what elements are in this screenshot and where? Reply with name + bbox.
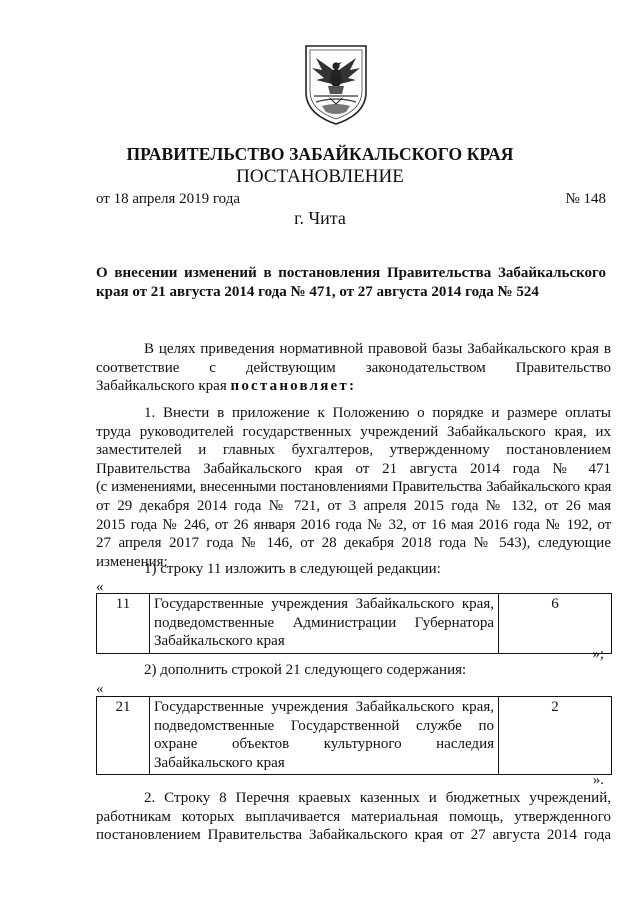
description-line: Забайкальского края (154, 754, 285, 771)
paragraph-line: (с изменениями, внесенными постановлениями Правительства Забайкальского края (96, 479, 611, 496)
item-1-text: 1) строку 11 изложить в следующей редакции: (144, 561, 441, 577)
paragraph-2 (96, 789, 611, 845)
paragraph-1 (96, 404, 611, 571)
description-line: подведомственные Государственной службе по (154, 717, 494, 734)
open-quote: « (96, 681, 104, 697)
paragraph-line: Правительства Забайкальского края от 21 августа 2014 года № 471 (96, 460, 611, 477)
row-value-cell: 6 (499, 594, 612, 654)
document-subject: О внесении изменений в постановления Правительства Забайкальского края от 21 августа 2014 года № 471, от 27 августа 2014 года № 524 (96, 265, 606, 300)
paragraph-line: 27 апреля 2017 года № 146, от 28 декабря 2018 года № 543), следующие (96, 535, 611, 552)
table-row (97, 697, 612, 775)
table-row (97, 594, 612, 654)
document-date: от 18 апреля 2019 года (96, 191, 241, 207)
preamble-line: соответствие с действующим законодательством Правительство (96, 359, 611, 376)
row-description-cell (150, 697, 499, 775)
paragraph-line: изменения: (96, 553, 168, 570)
paragraph-line: постановлением Правительства Забайкальского края от 27 августа 2014 года (96, 827, 611, 844)
city: г. Чита (294, 208, 346, 228)
item-2-text: 2) дополнить строкой 21 следующего содержания: (144, 662, 467, 678)
description-line: охране объектов культурного наследия (154, 736, 494, 753)
close-quote: ». (592, 772, 604, 788)
resolves-word: постановляет: (230, 378, 357, 395)
paragraph-line: 2. Строку 8 Перечня краевых казенных и бюджетных учреждений, (144, 790, 611, 806)
preamble-line: Забайкальского края постановляет: (96, 378, 357, 395)
paragraph-line: 1. Внести в приложение к Положению о порядке и размере оплаты (144, 405, 611, 421)
paragraph-line: 2015 года № 246, от 26 января 2016 года № 32, от 16 мая 2016 года № 192, от (96, 516, 611, 533)
row-number-cell: 11 (97, 594, 150, 654)
coat-of-arms-emblem (302, 44, 370, 126)
preamble-line: В целях приведения нормативной правовой базы Забайкальского края в (144, 341, 611, 357)
row-value-cell: 2 (499, 697, 612, 775)
description-line: Забайкальского края (154, 633, 285, 650)
description-line: подведомственные Администрации Губернатора (154, 614, 494, 631)
document-number: № 148 (565, 191, 606, 207)
description-line: Государственные учреждения Забайкальского края, (154, 596, 494, 612)
open-quote: « (96, 579, 104, 595)
table-row-21 (96, 696, 612, 775)
paragraph-line: заместителей и главных бухгалтеров, утвержденному постановлением (96, 442, 611, 459)
paragraph-line: работникам которых выплачивается материальная помощь, утвержденного (96, 808, 611, 825)
close-quote: »; (592, 646, 604, 662)
document-type: ПОСТАНОВЛЕНИЕ (236, 166, 404, 187)
row-description-cell (150, 594, 499, 654)
table-row-11 (96, 593, 612, 654)
government-title: ПРАВИТЕЛЬСТВО ЗАБАЙКАЛЬСКОГО КРАЯ (126, 144, 514, 164)
row-number-cell: 21 (97, 697, 150, 775)
paragraph-line: труда руководителей государственных учреждений Забайкальского края, их (96, 423, 611, 440)
paragraph-line: от 29 декабря 2014 года № 721, от 3 апреля 2015 года № 132, от 26 мая (96, 497, 611, 514)
preamble (96, 340, 611, 396)
description-line: Государственные учреждения Забайкальского края, (154, 699, 494, 715)
